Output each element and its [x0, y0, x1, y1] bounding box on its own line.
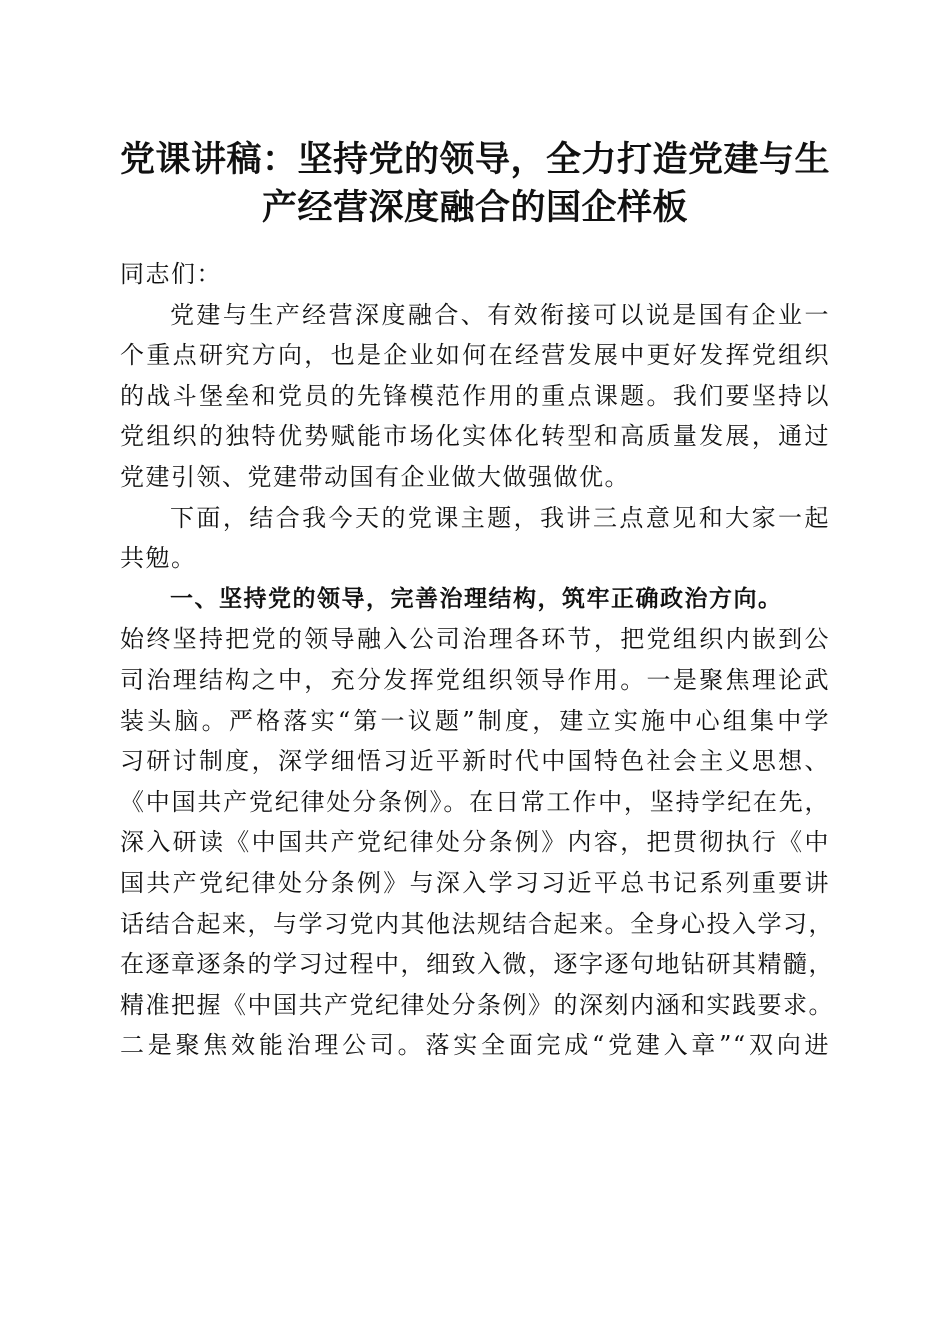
section-1-line: 二是聚焦效能治理公司。落实全面完成“党建入章”“双向进 — [120, 1031, 830, 1060]
section-1-line: 司治理结构之中，充分发挥党组织领导作用。一是聚焦理论武 — [120, 665, 830, 694]
section-1-line: 装头脑。严格落实“第一议题”制度，建立实施中心组集中学 — [120, 706, 830, 735]
paragraph-1-line: 党建引领、党建带动国有企业做大做强做优。 — [120, 462, 630, 491]
section-1-line: 始终坚持把党的领导融入公司治理各环节，把党组织内嵌到公 — [120, 625, 830, 654]
paragraph-1-line: 党组织的独特优势赋能市场化实体化转型和高质量发展，通过 — [120, 422, 830, 451]
section-1-line: 习研讨制度，深学细悟习近平新时代中国特色社会主义思想、 — [120, 747, 830, 776]
section-1-line: 精准把握《中国共产党纪律处分条例》的深刻内涵和实践要求。 — [120, 990, 834, 1019]
paragraph-1-line: 个重点研究方向，也是企业如何在经营发展中更好发挥党组织 — [120, 341, 830, 370]
paragraph-2-line: 下面，结合我今天的党课主题，我讲三点意见和大家一起 — [170, 503, 830, 532]
document-body — [120, 254, 834, 1066]
section-1-line: 《中国共产党纪律处分条例》。在日常工作中，坚持学纪在先， — [120, 787, 830, 816]
section-1-line: 国共产党纪律处分条例》与深入学习习近平总书记系列重要讲 — [120, 868, 830, 897]
title-line-2: 产经营深度融合的国企样板 — [261, 188, 688, 228]
paragraph-2-line: 共勉。 — [120, 544, 197, 573]
title-line-1: 党课讲稿：坚持党的领导，全力打造党建与生 — [119, 140, 830, 180]
paragraph-1-line: 的战斗堡垒和党员的先锋模范作用的重点课题。我们要坚持以 — [120, 381, 830, 410]
document-title — [100, 136, 850, 232]
section-1-line: 深入研读《中国共产党纪律处分条例》内容，把贯彻执行《中 — [120, 828, 830, 857]
section-1-line: 在逐章逐条的学习过程中，细致入微，逐字逐句地钻研其精髓， — [120, 950, 834, 979]
section-1-line: 话结合起来，与学习党内其他法规结合起来。全身心投入学习， — [120, 909, 834, 938]
paragraph-1-line: 党建与生产经营深度融合、有效衔接可以说是国有企业一 — [170, 300, 830, 329]
salutation: 同志们： — [120, 260, 222, 288]
section-1-heading: 一、坚持党的领导，完善治理结构，筑牢正确政治方向。 — [170, 585, 783, 612]
